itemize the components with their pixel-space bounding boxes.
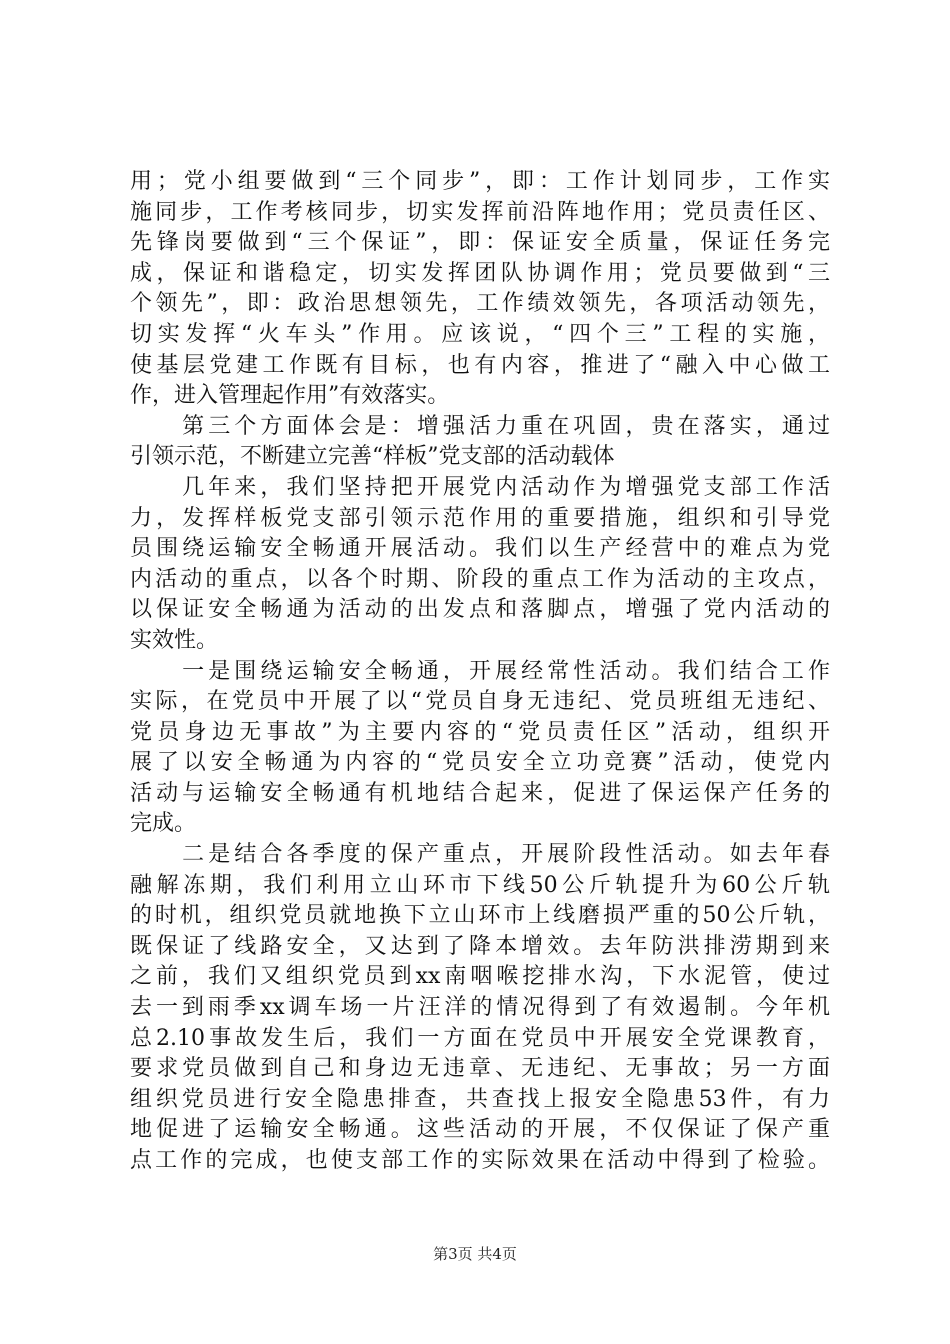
text-line: 点工作的完成，也使支部工作的实际效果在活动中得到了检验。 — [130, 1148, 830, 1173]
text-line: 党员身边无事故”为主要内容的“党员责任区”活动，组织开 — [130, 719, 830, 745]
text-line: 先锋岗要做到“三个保证”，即：保证安全质量，保证任务完 — [130, 230, 830, 256]
text-line: 切实发挥“火车头”作用。应该说，“四个三”工程的实施， — [130, 321, 830, 347]
text-line: 完成。 — [130, 811, 197, 837]
document-body — [130, 167, 830, 1177]
text-line: 组织党员进行安全隐患排查，共查找上报安全隐患53件，有力 — [130, 1086, 830, 1112]
text-line: 一是围绕运输安全畅通，开展经常性活动。我们结合工作 — [130, 658, 830, 684]
text-line: 第三个方面体会是：增强活力重在巩固，贵在落实，通过 — [130, 413, 830, 439]
text-line: 去一到雨季xx调车场一片汪洋的情况得到了有效遏制。今年机 — [130, 995, 830, 1021]
text-line: 以保证安全畅通为活动的出发点和落脚点，增强了党内活动的 — [130, 597, 830, 623]
text-line: 施同步，工作考核同步，切实发挥前沿阵地作用；党员责任区、 — [130, 199, 830, 225]
text-line: 用；党小组要做到“三个同步”，即：工作计划同步，工作实 — [130, 169, 830, 194]
text-line: 作，进入管理起作用”有效落实。 — [130, 383, 450, 409]
text-line: 几年来，我们坚持把开展党内活动作为增强党支部工作活 — [130, 474, 830, 500]
text-line: 员围绕运输安全畅通开展活动。我们以生产经营中的难点为党 — [130, 536, 830, 562]
text-line: 的时机，组织党员就地换下立山环市上线磨损严重的50公斤轨， — [130, 903, 830, 929]
text-line: 总2.10事故发生后，我们一方面在党员中开展安全党课教育， — [130, 1025, 830, 1051]
text-line: 活动与运输安全畅通有机地结合起来，促进了保运保产任务的 — [130, 780, 830, 806]
text-line: 实际，在党员中开展了以“党员自身无违纪、党员班组无违纪、 — [130, 689, 830, 715]
text-line: 力，发挥样板党支部引领示范作用的重要措施，组织和引导党 — [130, 505, 830, 531]
text-line: 展了以安全畅通为内容的“党员安全立功竞赛”活动，使党内 — [130, 750, 830, 776]
text-line: 引领示范，不断建立完善“样板”党支部的活动载体 — [130, 444, 615, 470]
text-line: 实效性。 — [130, 627, 219, 653]
text-line: 既保证了线路安全，又达到了降本增效。去年防洪排涝期到来 — [130, 933, 830, 959]
page-footer: 第3页 共4页 — [433, 1245, 517, 1263]
text-line: 二是结合各季度的保产重点，开展阶段性活动。如去年春 — [130, 842, 830, 868]
text-line: 个领先”，即：政治思想领先，工作绩效领先，各项活动领先， — [130, 291, 830, 317]
text-line: 之前，我们又组织党员到xx南咽喉挖排水沟，下水泥管，使过 — [130, 964, 830, 990]
text-line: 融解冻期，我们利用立山环市下线50公斤轨提升为60公斤轨 — [130, 872, 830, 898]
text-line: 内活动的重点，以各个时期、阶段的重点工作为活动的主攻点， — [130, 566, 830, 592]
text-line: 地促进了运输安全畅通。这些活动的开展，不仅保证了保产重 — [130, 1117, 830, 1143]
text-line: 要求党员做到自己和身边无违章、无违纪、无事故；另一方面 — [130, 1056, 830, 1082]
text-line: 成，保证和谐稳定，切实发挥团队协调作用；党员要做到“三 — [130, 260, 830, 286]
text-line: 使基层党建工作既有目标，也有内容，推进了“融入中心做工 — [130, 352, 830, 378]
